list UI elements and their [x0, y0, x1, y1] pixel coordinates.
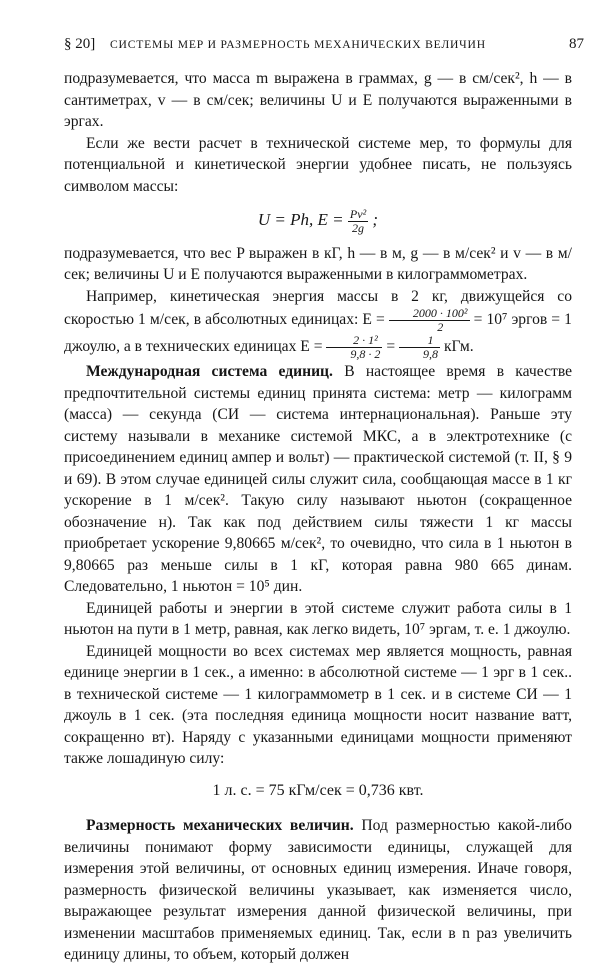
formula-energy-tail: ; [372, 210, 379, 229]
fraction-numerator: 2 · 1² [326, 334, 382, 348]
example-fraction-1 [389, 307, 470, 334]
section-marker: § 20] [64, 36, 96, 52]
paragraph-2: Если же вести расчет в технической системе мер, то формулы для потенциальной и кинетической энергии удобнее писать, не пользуясь символом массы: [64, 134, 572, 195]
example-text-d: кГм. [443, 338, 474, 356]
paragraph-5-text: В настоящее время в качестве предпочтительной системы единиц принята система: метр — килограмм (масса) — секунда (СИ — система интернациональная). Раньше эту систему называли в механике системой МКС, а в электротехнике (с присоединением единиц ампер и вольт) — практической системой (т. II, § 9 и 69). В этом случае единицей силы служит сила, сообщающая массе в 1 кг ускорение в 1 м/сек². Такую силу называют ньютон (сокращенное обозначение н). Так как под действием силы тяжести 1 кг массы приобретает ускорение 9,80665 м/сек², то очевидно, что сила в 1 ньютон в 9,80665 раз меньше силы в 1 кГ, которая равна 980 665 динам. Следовательно, 1 ньютон = 10⁵ дин. [64, 363, 573, 596]
fraction-numerator: 2000 · 100² [389, 307, 470, 321]
fraction-numerator: 1 [399, 334, 440, 348]
chapter-title: СИСТЕМЫ МЕР И РАЗМЕРНОСТЬ МЕХАНИЧЕСКИХ ВЕЛИЧИН [110, 38, 486, 51]
subheading-si: Международная система единиц. [86, 363, 333, 381]
running-header [64, 36, 584, 56]
formula-energy [64, 207, 572, 235]
paragraph-8-text: Под размерностью какой-либо величины понимают форму зависимости единицы, служащей для измерения этой величины, от основных единиц измерения. Иначе говоря, размерность физической величины указывает, как изменяется число, выражающее результат измерения данной физической величины, при изменении масштабов применяемых единиц. Так, если в n раз увеличить единицу длины, то объем, который должен [64, 817, 572, 964]
paragraph-3: подразумевается, что вес P выражен в кГ, h — в м, g — в м/сек² и v — в м/сек; величины U и E получаются выраженными в килограммометрах. [64, 244, 572, 284]
fraction-denominator: 2g [352, 220, 365, 235]
formula-horsepower: 1 л. с. = 75 кГм/сек = 0,736 квт. [212, 781, 424, 799]
paragraph-5 [64, 361, 572, 598]
fraction-denominator: 9,8 · 2 [350, 347, 381, 362]
fraction-denominator: 2 [437, 320, 444, 335]
example-text-a: Например, кинетическая энергия массы в 2 кг, движущейся со скоростью 1 м/сек, в абсолютных единицах: E = [64, 287, 572, 329]
example-fraction-3 [399, 334, 440, 361]
example-text-c: = [386, 338, 396, 356]
page-number: 87 [569, 36, 584, 52]
fraction-numerator: Pv² [349, 206, 367, 221]
paragraph-1: подразумевается, что масса m выражена в граммах, g — в см/сек², h — в сантиметрах, v — в см/сек; величины U и E получаются выраженными в эргах. [64, 70, 572, 130]
paragraph-8 [64, 815, 572, 966]
page-body [64, 68, 572, 966]
paragraph-4 [64, 286, 572, 362]
example-fraction-2 [326, 334, 382, 361]
subheading-dimension: Размерность механических величин. [86, 817, 354, 835]
fraction-denominator: 9,8 [423, 347, 439, 362]
paragraph-6: Единицей работы и энергии в этой системе служит работа силы в 1 ньютон на пути в 1 метр, равная, как легко видеть, 10⁷ эргам, т. е. 1 джоулю. [64, 599, 572, 639]
example-text-b: = 10⁷ эргов = 1 джоулю, а в технических единицах E = [64, 311, 572, 356]
formula-energy-left: U = Ph, E = [257, 210, 344, 229]
paragraph-7: Единицей мощности во всех системах мер является мощность, равная единице энергии в 1 сек., а именно: в абсолютной системе — 1 эрг в 1 сек.. в технической системе — 1 килограммометр в 1 сек. и в системе СИ — 1 джоуль в 1 сек. (эта последняя единица мощности носит название ватт, сокращенно вт). Наряду с указанными единицами мощности применяют также лошадиную силу: [64, 642, 572, 768]
formula-energy-fraction [348, 208, 368, 235]
